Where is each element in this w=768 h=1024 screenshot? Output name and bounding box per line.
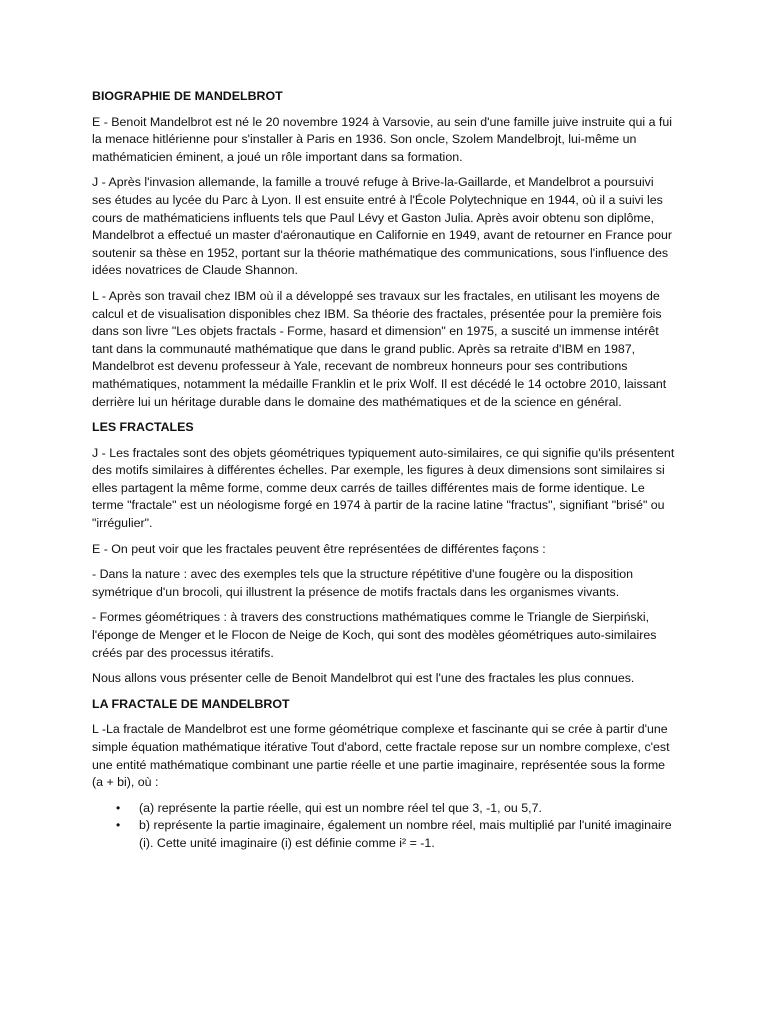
list-item-text: (a) représente la partie réelle, qui est un nombre réel tel que 3, -1, ou 5,7. xyxy=(139,800,542,815)
document-page xyxy=(92,88,676,853)
list-item-text: b) représente la partie imaginaire, également un nombre réel, mais multiplié par l'unité imaginaire (i). Cette unité imaginaire (i) est définie comme i² = -1. xyxy=(139,818,672,850)
paragraph-fractales-1: J - Les fractales sont des objets géométriques typiquement auto-similaires, ce qui signifie qu'ils présentent des motifs similaires à différentes échelles. Par exemple, les figures à deux dimensions sont similaires si elles partagent la même forme, comme deux carrés de tailles différentes mais de forme identique. Le terme "fractale" est un néologisme forgé en 1974 à partir de la racine latine "fractus", signifiant "brisé" ou "irrégulier". xyxy=(92,445,675,531)
list-item xyxy=(92,800,676,818)
paragraph-biographie-1: E - Benoit Mandelbrot est né le 20 novembre 1924 à Varsovie, au sein d'une famille juive instruite qui a fui la menace hitlérienne pour s'installer à Paris en 1936. Son oncle, Szolem Mandelbrojt, lui-même un mathématicien éminent, a joué un rôle important dans sa formation. xyxy=(92,114,673,164)
paragraph-fractales-4: - Formes géométriques : à travers des constructions mathématiques comme le Triangle de Sierpiński, l'éponge de Menger et le Flocon de Neige de Koch, qui sont des modèles géométriques auto-similaires créés par des processus itératifs. xyxy=(92,610,657,660)
list-item xyxy=(92,817,676,852)
paragraph-mandelbrot-1: L -La fractale de Mandelbrot est une forme géométrique complexe et fascinante qui se crée à partir d'une simple équation mathématique itérative Tout d'abord, cette fractale repose sur un nombre complexe, c'est une entité mathématique combinant une partie réelle et une partie imaginaire, représentée sous la forme (a + bi), où : xyxy=(92,722,670,790)
bullet-list xyxy=(92,800,676,853)
paragraph-fractales-3: - Dans la nature : avec des exemples tels que la structure répétitive d'une fougère ou la disposition symétrique d'un brocoli, qui illustrent la présence de motifs fractals dans les organismes vivants. xyxy=(92,567,633,599)
bullet-icon: • xyxy=(116,818,121,833)
paragraph-fractales-2: E - On peut voir que les fractales peuvent être représentées de différentes façons : xyxy=(92,541,546,556)
paragraph-fractales-5: Nous allons vous présenter celle de Benoit Mandelbrot qui est l'une des fractales les plus connues. xyxy=(92,671,635,686)
section-title-biographie: BIOGRAPHIE DE MANDELBROT xyxy=(92,89,283,103)
bullet-icon: • xyxy=(116,800,121,815)
section-title-mandelbrot: LA FRACTALE DE MANDELBROT xyxy=(92,696,290,711)
paragraph-biographie-3: L - Après son travail chez IBM où il a développé ses travaux sur les fractales, en utilisant les moyens de calcul et de visualisation disponibles chez IBM. Sa théorie des fractales, présentée pour la première fois dans son livre "Les objets fractals - Forme, hasard et dimension" en 1975, a suscité un immense intérêt tant dans la communauté mathématique que dans le grand public. Après sa retraite d'IBM en 1987, Mandelbrot est devenu professeur à Yale, recevant de nombreux honneurs pour ses contributions mathématiques, notamment la médaille Franklin et le prix Wolf. Il est décédé le 14 octobre 2010, laissant derrière lui un héritage durable dans le domaine des mathématiques et de la science en général. xyxy=(92,288,667,409)
paragraph-biographie-2: J - Après l'invasion allemande, la famille a trouvé refuge à Brive-la-Gaillarde, et Mandelbrot a poursuivi ses études au lycée du Parc à Lyon. Il est ensuite entré à l'École Polytechnique en 1944, où il a suivi les cours de mathématiciens influents tels que Paul Lévy et Gaston Julia. Après avoir obtenu son diplôme, Mandelbrot a effectué un master d'aéronautique en Californie en 1949, avant de retourner en France pour soutenir sa thèse en 1952, portant sur la théorie mathématique des communications, sous l'influence des idées novatrices de Claude Shannon. xyxy=(92,175,673,278)
section-title-fractales: LES FRACTALES xyxy=(92,420,194,435)
